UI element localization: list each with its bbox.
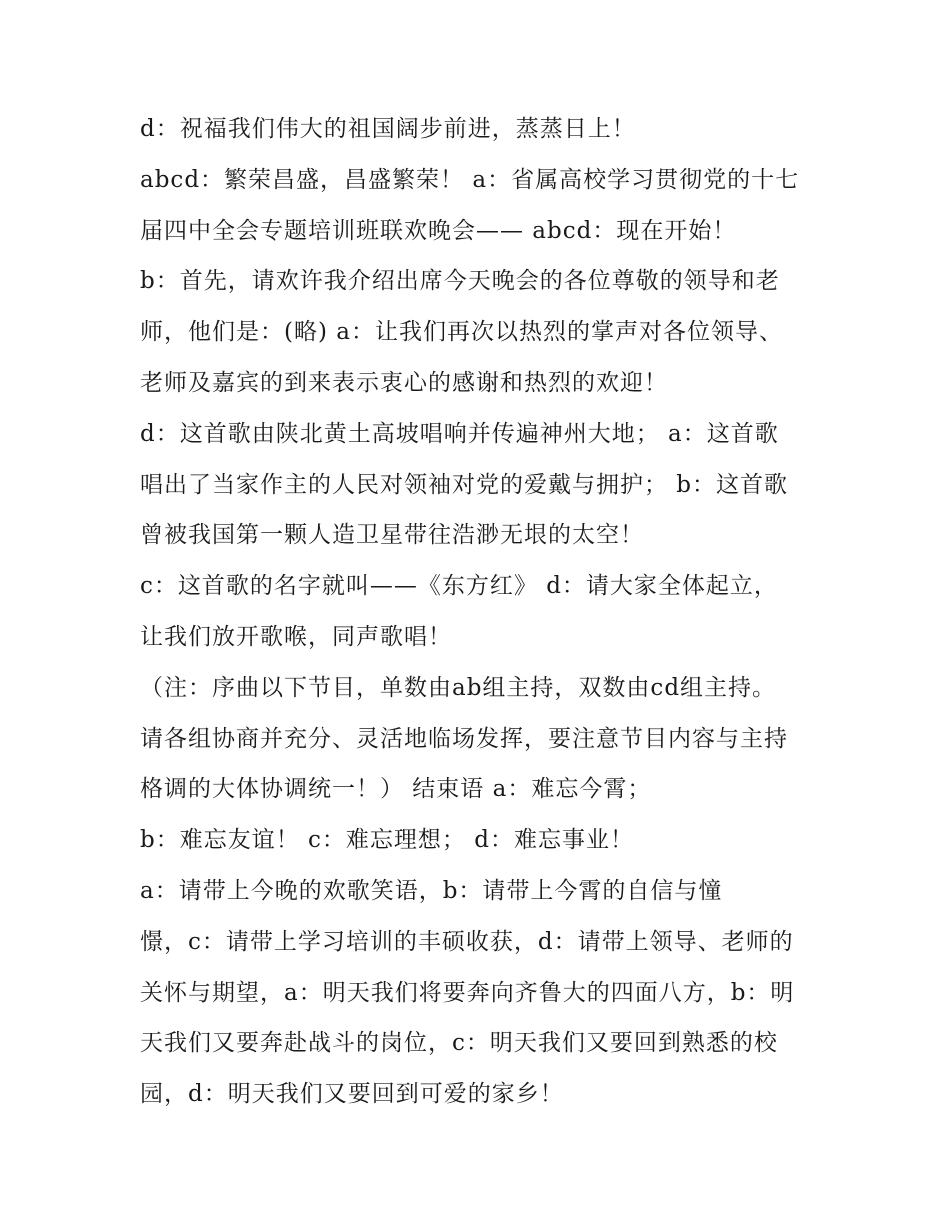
text-line: 天我们又要奔赴战斗的岗位，c：明天我们又要回到熟悉的校: [140, 1030, 778, 1057]
text-line: 请各组协商并充分、灵活地临场发挥，要注意节目内容与主持: [140, 725, 788, 752]
text-line: d：祝福我们伟大的祖国阔步前进，蒸蒸日上！: [140, 116, 636, 142]
document-body: [140, 104, 830, 1120]
text-line: b：难忘友谊！ c：难忘理想； d：难忘事业！: [140, 827, 634, 854]
text-line: 格调的大体协调统一！） 结束语 a：难忘今霄；: [140, 776, 652, 803]
text-line: 园，d：明天我们又要回到可爱的家乡！: [140, 1081, 564, 1108]
text-line: c：这首歌的名字就叫——《东方红》 d：请大家全体起立，: [140, 573, 778, 600]
text-line: 关怀与期望，a：明天我们将要奔向齐鲁大的四面八方，b：明: [140, 979, 795, 1006]
text-line: abcd：繁荣昌盛，昌盛繁荣！ a：省属高校学习贯彻党的十七: [140, 166, 800, 193]
text-line: 憬，c：请带上学习培训的丰硕收获，d：请带上领导、老师的: [140, 928, 794, 955]
text-line: 师，他们是：(略) a：让我们再次以热烈的掌声对各位领导、: [140, 319, 783, 346]
text-line: 唱出了当家作主的人民对领袖对党的爱戴与拥护； b：这首歌: [140, 471, 789, 498]
text-line: 让我们放开歌喉，同声歌唱！: [140, 623, 452, 650]
text-line: 曾被我国第一颗人造卫星带往浩渺无垠的太空！: [140, 522, 644, 549]
text-line: （注：序曲以下节目，单数由ab组主持，双数由cd组主持。: [140, 674, 777, 701]
text-line: b：首先，请欢许我介绍出席今天晚会的各位尊敬的领导和老: [140, 268, 780, 295]
text-line: a：请带上今晚的欢歌笑语，b：请带上今霄的自信与憧: [140, 877, 723, 904]
text-line: 届四中全会专题培训班联欢晚会—— abcd：现在开始！: [140, 217, 737, 244]
text-line: 老师及嘉宾的到来表示衷心的感谢和热烈的欢迎！: [140, 369, 668, 396]
text-line: d：这首歌由陕北黄土高坡唱响并传遍神州大地； a：这首歌: [140, 420, 779, 447]
